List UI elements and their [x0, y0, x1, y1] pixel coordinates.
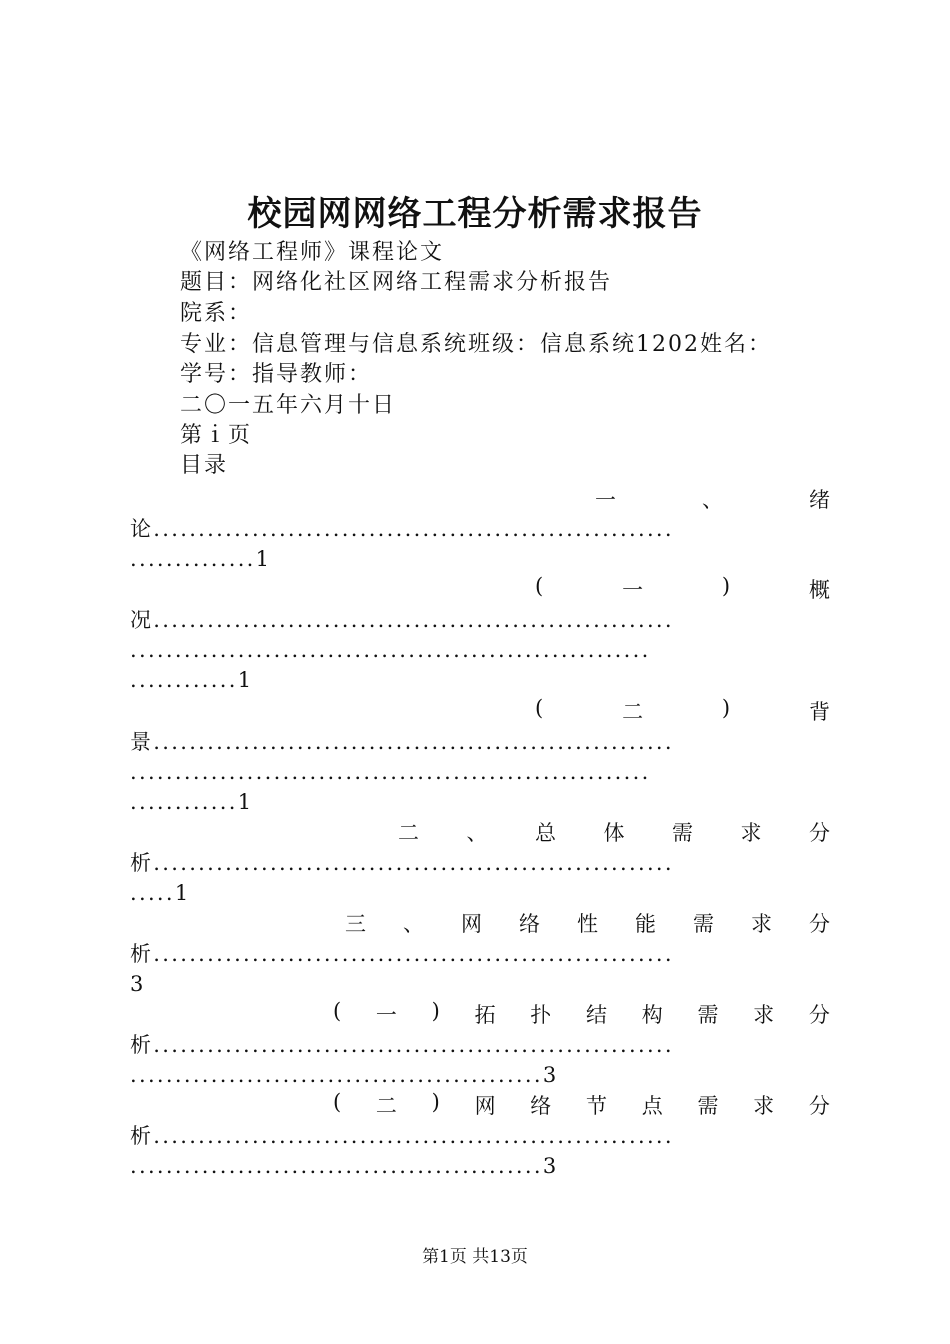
toc-entry-dots: .......................................................... [130, 638, 651, 662]
toc-entry-dots: 况.......................................................... [130, 608, 674, 632]
department-line: 院系： [180, 301, 253, 326]
date-line: 二〇一五年六月十日 [180, 393, 397, 418]
toc-entry-page: 3 [130, 972, 146, 996]
toc-entry-dots: 析.......................................................... [130, 1124, 674, 1148]
course-paper-line: 《网络工程师》课程论文 [180, 240, 445, 265]
page-footer: 第1页 共13页 [422, 1247, 528, 1267]
toc-entry-dots: .......................................................... [130, 760, 651, 784]
toc-entry-head: 二 、 总 体 需 求 分 [398, 821, 830, 845]
toc-entry-page: ..............................................3 [130, 1154, 559, 1178]
toc-heading: 目录 [180, 453, 229, 478]
student-id-advisor-line: 学号：指导教师： [180, 362, 373, 387]
page-i-line: 第ｉ页 [180, 423, 253, 448]
toc-entry-dots: 析.......................................................... [130, 942, 674, 966]
toc-entry-page: ............1 [130, 668, 254, 692]
toc-entry-head: ( 一 ) 拓 扑 结 构 需 求 分 [333, 999, 830, 1027]
toc-entry-dots: 析.......................................................... [130, 851, 674, 875]
document-title: 校园网网络工程分析需求报告 [247, 194, 703, 234]
toc-entry-page: ..............................................3 [130, 1063, 559, 1087]
toc-entry-page: ............1 [130, 790, 254, 814]
toc-entry-dots: 析.......................................................... [130, 1033, 674, 1057]
major-class-name-line: 专业：信息管理与信息系统班级：信息系统1202姓名： [180, 332, 772, 357]
toc-entry-head: 三 、 网 络 性 能 需 求 分 [345, 912, 830, 936]
toc-entry-page: .....1 [130, 881, 191, 905]
topic-line: 题目：网络化社区网络工程需求分析报告 [180, 270, 613, 295]
toc-entry-head: 一 、 绪 [595, 488, 830, 512]
toc-entry-head: ( 一 ) 概 [535, 574, 830, 602]
toc-entry-dots: 景.......................................................... [130, 730, 674, 754]
toc-entry-head: ( 二 ) 背 [535, 696, 830, 724]
toc-entry-page: ..............1 [130, 547, 272, 571]
toc-entry-dots: 论.......................................................... [130, 517, 674, 541]
toc-entry-head: ( 二 ) 网 络 节 点 需 求 分 [333, 1090, 830, 1118]
